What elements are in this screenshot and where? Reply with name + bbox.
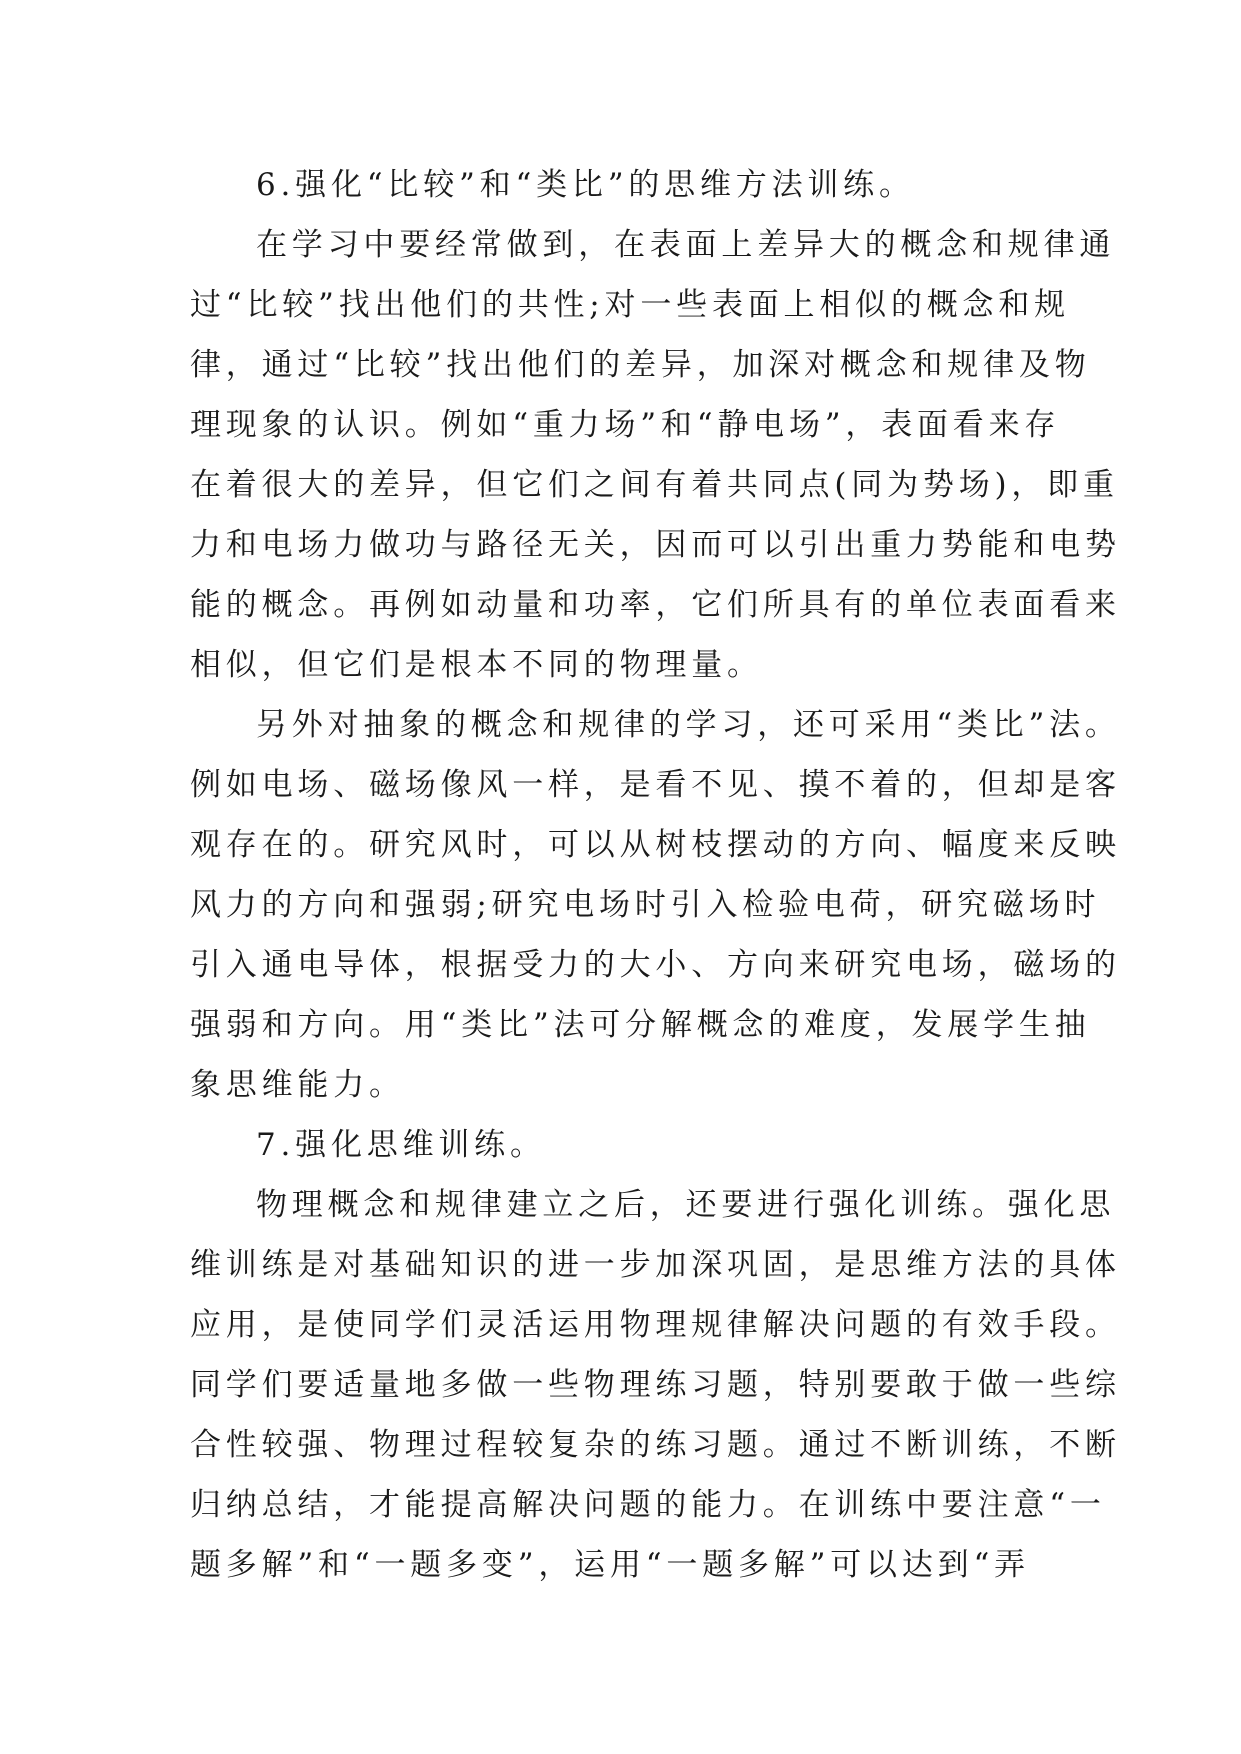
- text-line: 象思维能力。: [190, 1067, 405, 1103]
- text-line: 合性较强、物理过程较复杂的练习题。通过不断训练，不断: [190, 1427, 1121, 1463]
- text-line: 另外对抽象的概念和规律的学习，还可采用“类比”法。: [256, 707, 1121, 743]
- text-line: 能的概念。再例如动量和功率，它们所具有的单位表面看来: [190, 587, 1121, 623]
- text-line: 力和电场力做功与路径无关，因而可以引出重力势能和电势: [190, 527, 1121, 563]
- body-text: [190, 155, 1121, 1595]
- text-line: 归纳总结，才能提高解决问题的能力。在训练中要注意“一: [190, 1487, 1106, 1523]
- text-line: 过“比较”找出他们的共性;对一些表面上相似的概念和规: [190, 287, 1070, 323]
- text-line: 例如电场、磁场像风一样，是看不见、摸不着的，但却是客: [190, 767, 1121, 803]
- text-line: 在学习中要经常做到，在表面上差异大的概念和规律通: [256, 227, 1116, 263]
- text-line: 律，通过“比较”找出他们的差异，加深对概念和规律及物: [190, 347, 1091, 383]
- text-line: 引入通电导体，根据受力的大小、方向来研究电场，磁场的: [190, 947, 1121, 983]
- text-line: 题多解”和“一题多变”，运用“一题多解”可以达到“弄: [190, 1547, 1030, 1583]
- text-line: 维训练是对基础知识的进一步加深巩固，是思维方法的具体: [190, 1247, 1121, 1283]
- text-line: 强弱和方向。用“类比”法可分解概念的难度，发展学生抽: [190, 1007, 1091, 1043]
- text-line: 6.强化“比较”和“类比”的思维方法训练。: [256, 167, 915, 203]
- text-line: 相似，但它们是根本不同的物理量。: [190, 647, 763, 683]
- text-line: 在着很大的差异，但它们之间有着共同点(同为势场)，即重: [190, 467, 1119, 503]
- text-line: 同学们要适量地多做一些物理练习题，特别要敢于做一些综: [190, 1367, 1121, 1403]
- text-line: 观存在的。研究风时，可以从树枝摆动的方向、幅度来反映: [190, 827, 1121, 863]
- text-line: 风力的方向和强弱;研究电场时引入检验电荷，研究磁场时: [190, 887, 1101, 923]
- text-line: 理现象的认识。例如“重力场”和“静电场”，表面看来存: [190, 407, 1061, 443]
- text-line: 应用，是使同学们灵活运用物理规律解决问题的有效手段。: [190, 1307, 1121, 1343]
- text-line: 7.强化思维训练。: [256, 1127, 546, 1163]
- text-line: 物理概念和规律建立之后，还要进行强化训练。强化思: [256, 1187, 1116, 1223]
